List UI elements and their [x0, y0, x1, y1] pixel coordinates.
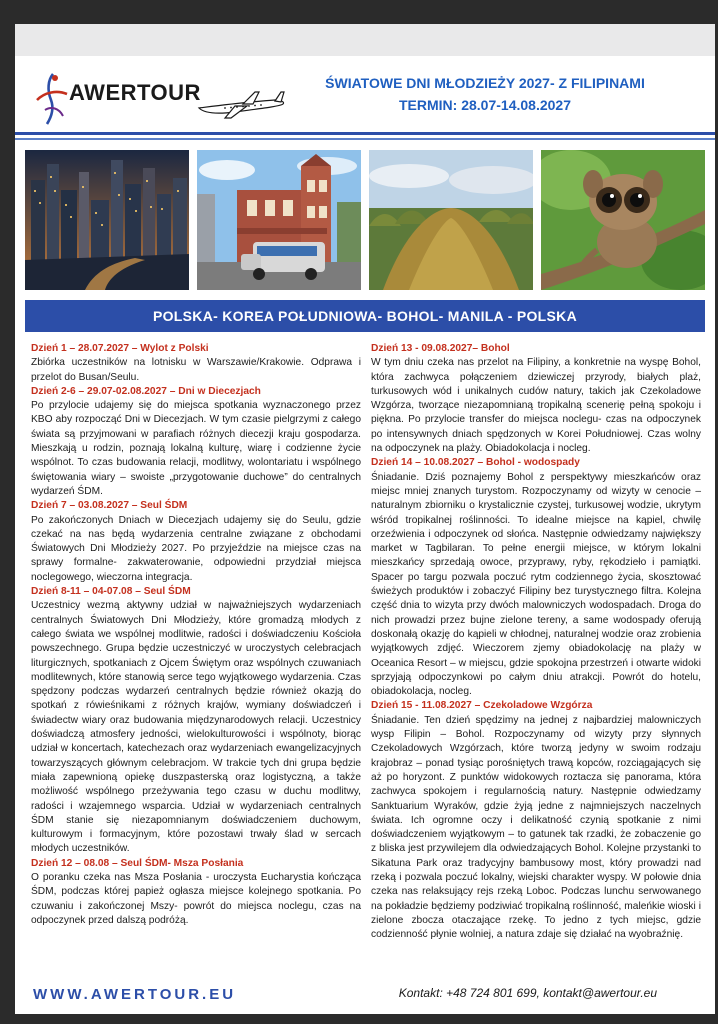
event-dates: TERMIN: 28.07-14.08.2027 [399, 97, 571, 113]
itinerary-day [371, 342, 701, 456]
day-title: Dzień 15 - 11.08.2027 – Czekoladowe Wzgórza [371, 700, 593, 712]
church-and-jeepney-photo [197, 150, 361, 290]
itinerary-day [31, 857, 361, 928]
day-description: W tym dniu czeka nas przelot na Filipiny, a konkretnie na wyspę Bohol, która zachwyca połączeniem dziewiczej przyrody, białych plaż, turkusowych wód i unikalnych cudów natury, takich jak Czekoladowe Wzgórza, tworzące niezapomnianą tropikalną scenerię pełną spokoju i piękna. Po przylocie transfer do miejsca noclegu- czas na odpoczynek po intensywnych dniach spędzonych w Korei Południowej. Czas wolny na odpoczynek na plaży. Obiadokolacja i nocleg. [371, 357, 701, 455]
itinerary-day [31, 342, 361, 385]
day-title: Dzień 12 – 08.08 – Seul ŚDM- Msza Posłania [31, 857, 244, 869]
tarsier-photo [541, 150, 705, 290]
logo-figure-icon [35, 70, 69, 126]
day-title: Dzień 8-11 – 04-07.08 – Seul ŚDM [31, 586, 191, 598]
header-divider-secondary [15, 138, 715, 140]
brochure-page [15, 24, 715, 1014]
itinerary-right-column [371, 342, 701, 942]
logo-wordmark: AWERTOUR [69, 80, 201, 105]
top-band [15, 24, 715, 56]
airplane-icon [195, 88, 287, 120]
day-title: Dzień 14 – 10.08.2027 – Bohol - wodospady [371, 457, 580, 469]
header-divider [15, 132, 715, 135]
header-title [297, 72, 673, 116]
itinerary-day [31, 585, 361, 857]
day-title: Dzień 1 – 28.07.2027 – Wylot z Polski [31, 343, 209, 354]
event-title: ŚWIATOWE DNI MŁODZIEŻY 2027- Z FILIPINAMI [325, 75, 645, 91]
itinerary-day [31, 499, 361, 585]
route-banner: POLSKA- KOREA POŁUDNIOWA- BOHOL- MANILA - POLSKA [25, 300, 705, 332]
itinerary-left-column [31, 342, 361, 928]
awertour-logo [35, 70, 215, 126]
itinerary-day [31, 385, 361, 499]
city-skyline-photo [25, 150, 189, 290]
day-description: Po przylocie udajemy się do miejsca spotkania wyznaczonego przez KBO aby rozpocząć Dni w Diecezjach. W tym czasie pielgrzymi z całego świata są przyjmowani w parafiach różnych diecezji kraju gospodarza. Mieszkają u rodzin, poznają lokalną kulturę, wiarę i codzienne życie wspólnot. To czas budowania relacji, modlitwy, wolontariatu i wspólnego świętowania wiary – swoiste „przygotowanie duchowe” do centralnych wydarzeń ŚDM. [31, 400, 361, 497]
day-description: Po zakończonych Dniach w Diecezjach udajemy się do Seulu, gdzie czekać na nas będą wydarzenia centralne związane z obchodami Światowych Dni Młodzieży 2027. Po przyjeździe na miejsce czas na sprawy formalne- zakwaterowanie, odpowiedni przydział miejsca noclegowego, wieczorna integracja. [31, 514, 361, 583]
day-title: Dzień 2-6 – 29.07-02.08.2027 – Dni w Diecezjach [31, 385, 261, 397]
contact-info: Kontakt: +48 724 801 699, kontakt@awertour.eu [398, 986, 657, 1000]
day-title: Dzień 7 – 03.08.2027 – Seul ŚDM [31, 500, 188, 512]
itinerary-day [371, 456, 701, 699]
day-description: Śniadanie. Dziś poznajemy Bohol z perspektywy mieszkańców oraz miejsc mniej znanych turystom. Rozpoczynamy od wizyty w cenocie – naturalnym zbiorniku o krystalicznie czystej, turkusowej wodzie, ukrytym wśród tropikalnej roślinności. To idealne miejsce na kąpiel, chwilę orzeźwienia i odpoczynek od słońca. Następnie odwiedzamy największy market w Tagbilaran. To pełne energii miejsce, w którym lokalni mieszkańcy sprzedają owoce, przyprawy, ryby, rękodzieło i pamiątki. Spacer po targu pozwala poczuć rytm codziennego życia, skosztować świeżych produktów i zobaczyć Filipiny bez turystycznego filtra. Kolejna część dnia to wizyta przy dwóch malowniczych wodospadach. Droga do nich prowadzi przez bujne zielone tereny, a same wodospady oferują doskonałą okazję do kąpieli w chłodnej, naturalnej wodzie oraz zrobienia wyjątkowych zdjęć. Wieczorem zjemy obiadokolację na plaży w Oceanica Resort – w miejscu, gdzie spokojna przestrzeń i otwarte widoki sprzyjają odpoczynkowi po całym dniu atrakcji. Powrót do hotelu, obiadokolacja, nocleg. [371, 471, 701, 698]
day-description: Śniadanie. Ten dzień spędzimy na jednej z najbardziej malowniczych wysp Filipin – Bohol. Rozpoczynamy od wizyty przy słynnych Czekoladowych Wzgórzach, które tworzą jedyny w swoim rodzaju krajobraz – ponad tysiąc porośniętych trawą kopców, rozciągających się aż po horyzont. Z punktów widokowych roztacza się panorama, która zachwyca spokojem i regularnością natury. Następnie odwiedzamy Sanktuarium Wyraków, gdzie żyją jedne z najmniejszych naczelnych świata. Ich ogromne oczy i delikatność czynią spotkanie z nimi doświadczeniem wyjątkowym – to gatunek tak rzadki, że zobaczenie go z bliska jest przywilejem dla odwiedzających Bohol. Kolejne przystanki to Sikatuna Park oraz tradycyjny bambusowy most, który prowadzi nad rzeką i pozwala poczuć lokalny, wiejski charakter wyspy. W połowie dnia czeka nas relaksujący rejs rzeką Loboc. Podczas lunchu serwowanego na pokładzie będziemy podziwiać tropikalną roślinność, maleńkie wioski i zielone zbocza otaczające rzekę. To jedno z tych miejsc, gdzie codzienność płynie wolniej, a natura zdaje się działać na wyobraźnię. [371, 714, 701, 941]
website-link[interactable]: WWW.AWERTOUR.EU [33, 986, 237, 1003]
chocolate-hills-photo [369, 150, 533, 290]
day-description: O poranku czeka nas Msza Posłania - uroczysta Eucharystia kończąca ŚDM, podczas której papież ogłasza miejsce kolejnego spotkania. Po czuwaniu i zakończonej Mszy- powrót do miejsca noclegu, czas na odpoczynek przed dalszą podróżą. [31, 871, 361, 926]
day-description: Zbiórka uczestników na lotnisku w Warszawie/Krakowie. Odprawa i przelot do Busan/Seulu. [31, 357, 361, 383]
day-description: Uczestnicy wezmą aktywny udział w najważniejszych wydarzeniach centralnych Światowych Dni Młodzieży, które gromadzą młodych z całego świata we wspólnej modlitwie, radości i doświadczeniu Kościoła powszechnego. Grupa będzie uczestniczyć w uroczystych celebracjach liturgicznych, spotkaniach z Ojcem Świętym oraz wspólnych czuwaniach modlitewnych, które stanowią serce tego wyjątkowego wydarzenia. Czas spędzony podczas wydarzeń centralnych będzie również okazją do spotkań z rówieśnikami z różnych krajów, wymiany doświadczeń i świadectw wiary oraz budowania międzynarodowych relacji. Uczestnicy doświadczą atmosfery jedności, wielokulturowości i wspólnoty, biorąc udział w koncertach, katechezach oraz wydarzeniach ewangelizacyjnych towarzyszących głównym celebracjom. W trakcie tych dni grupa będzie miała zapewnioną opiekę duszpasterską oraz logistyczną, a także możliwość wspólnego przeżywania tego czasu w duchu modlitwy, radości i wzajemnego wsparcia. Udział w wydarzeniach centralnych ŚDM stanie się niezapomnianym doświadczeniem duchowym, kulturowym i formacyjnym, które pozostawi trwały ślad w sercach młodych uczestników. [31, 600, 361, 855]
day-title: Dzień 13 - 09.08.2027– Bohol [371, 343, 510, 354]
itinerary-day [371, 699, 701, 942]
